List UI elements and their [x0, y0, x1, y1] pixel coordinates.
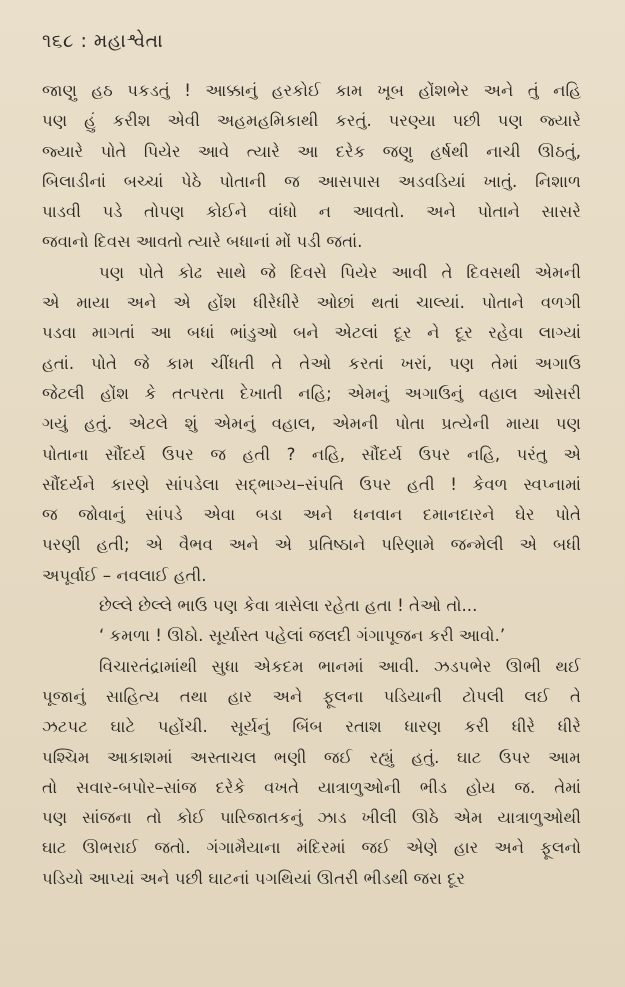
text-line: જ્યારે પોતે પિયેર આવે ત્યારે આ દરેક જણુ હર્ષથી નાચી ઊઠતું,	[42, 141, 581, 161]
text-line: પડવા માગતાં આ બધાં ભાંડુઓ બને એટલાં દૂર ને દૂર રહેવા લાગ્યાં	[42, 323, 581, 343]
running-head: ૧૬૮ : મહાશ્વેતા	[42, 30, 164, 52]
text-line: ગયું હતું. એટલે શું એમનું વહાલ, એમની પોતા પ્રત્યેની માયા પણ	[42, 414, 581, 434]
text-line: પાડવી પડે તોપણ કોઈને વાંધો ન આવતો. અને પોતાને સાસરે	[42, 202, 581, 222]
text-line: પશ્ચિમ આકાશમાં અસ્તાચલ ભણી જઈ રહ્યું હતું. ઘાટ ઉપર આમ	[42, 747, 581, 767]
text-line: વિચારતંદ્રામાંથી સુધા એકદમ ભાનમાં આવી. ઝડપભેર ઊભી થઈ	[99, 656, 581, 676]
text-line: હતાં. પોતે જે કામ ચીંધતી તે તેઓ કરતાં ખરાં, પણ તેમાં અગાઉ	[42, 353, 581, 373]
text-line: પણ પોતે કોઢ સાથે જે દિવસે પિયેર આવી તે દિવસથી એમની	[99, 262, 581, 282]
text-line: જાણુ હઠ પકડતું ! આક્કાનું હરકોઈ કામ ખૂબ હોંશભેર અને તું નહિ	[42, 81, 581, 100]
paragraph	[42, 591, 581, 621]
text-line: ઘાટ ઊભરાઈ જતો. ગંગામૈયાના મંદિરમાં જઈ એણે હાર અને ફૂલનો	[42, 838, 581, 858]
text-line: પોતાના સૌંદર્ય ઉપર જ હતી ? નહિ, સૌંદર્ય ઉપર નહિ, પરંતુ એ	[42, 444, 581, 464]
text-line: ઝટપટ ઘાટે પહોંચી. સૂર્યનું બિંબ રતાશ ધારણ કરી ધીરે ધીરે	[42, 717, 581, 737]
paragraph	[42, 652, 581, 894]
text-line: બિલાડીનાં બચ્ચાં પેઠે પોતાની જ આસપાસ અડવડિયાં ખાતું. નિશાળ	[42, 171, 581, 191]
paragraph	[42, 258, 581, 591]
text-line: જેટલી હોંશ કે તત્પરતા દેખાતી નહિ; એમનું અગાઉનું વહાલ ઓસરી	[42, 383, 581, 403]
text-line: અપૂર્વાઈ – નવલાઈ હતી.	[42, 565, 207, 585]
text-line: સૌંદર્યને કારણે સાંપડેલા સદ્ભાગ્ય–સંપતિ ઉપર હતી ! કેવળ સ્વપ્નામાં	[42, 474, 581, 494]
text-line: જ જોવાનું સાંપડે એવા બડા અને ધનવાન દમાનદારને ઘેર પોતે	[42, 505, 581, 525]
text-line: પૂજાનું સાહિત્ય તથા હાર અને ફૂલના પડિયાની ટોપલી લઈ તે	[42, 686, 581, 706]
body-text	[42, 76, 581, 894]
text-line: તો સવાર-બપોર–સાંજ દરેકે વખતે યાત્રાળુઓની ભીડ હોય જ. તેમાં	[42, 777, 581, 797]
paragraph	[42, 76, 581, 258]
text-line: પડિયો આપ્યાં અને પછી ઘાટનાં પગથિયાં ઊતરી ભીડથી જરા દૂર	[42, 868, 466, 888]
text-line: પરણી હતી; એ વૈભવ અને એ પ્રતિષ્ઠાને પરિણામે જન્મેલી એ બધી	[42, 535, 581, 555]
text-line: પણ હું કરીશ એવી અહમહમિકાથી કરતું. પરણ્યા પછી પણ જ્યારે	[42, 111, 581, 131]
text-line: પણ સાંજના તો કોઈ પારિજાતકનું ઝાડ ખીલી ઊઠે એમ યાત્રાળુઓથી	[42, 808, 581, 828]
text-line: છેલ્લે છેલ્લે ભાઉ પણ કેવા ત્રાસેલા રહેતા હતા ! તેઓ તો...	[99, 596, 478, 616]
paragraph	[42, 621, 581, 651]
text-line: ‘ કમળા ! ઊઠો. સૂર્યાસ્ત પહેલાં જલદી ગંગાપૂજન કરી આવો.’	[99, 626, 506, 646]
text-line: જવાનો દિવસ આવતો ત્યારે બધાનાં મોં પડી જતાં.	[42, 232, 363, 252]
text-line: એ માયા અને એ હોંશ ધીરેધીરે ઓછાં થતાં ચાલ્યાં. પોતાને વળગી	[42, 293, 581, 313]
